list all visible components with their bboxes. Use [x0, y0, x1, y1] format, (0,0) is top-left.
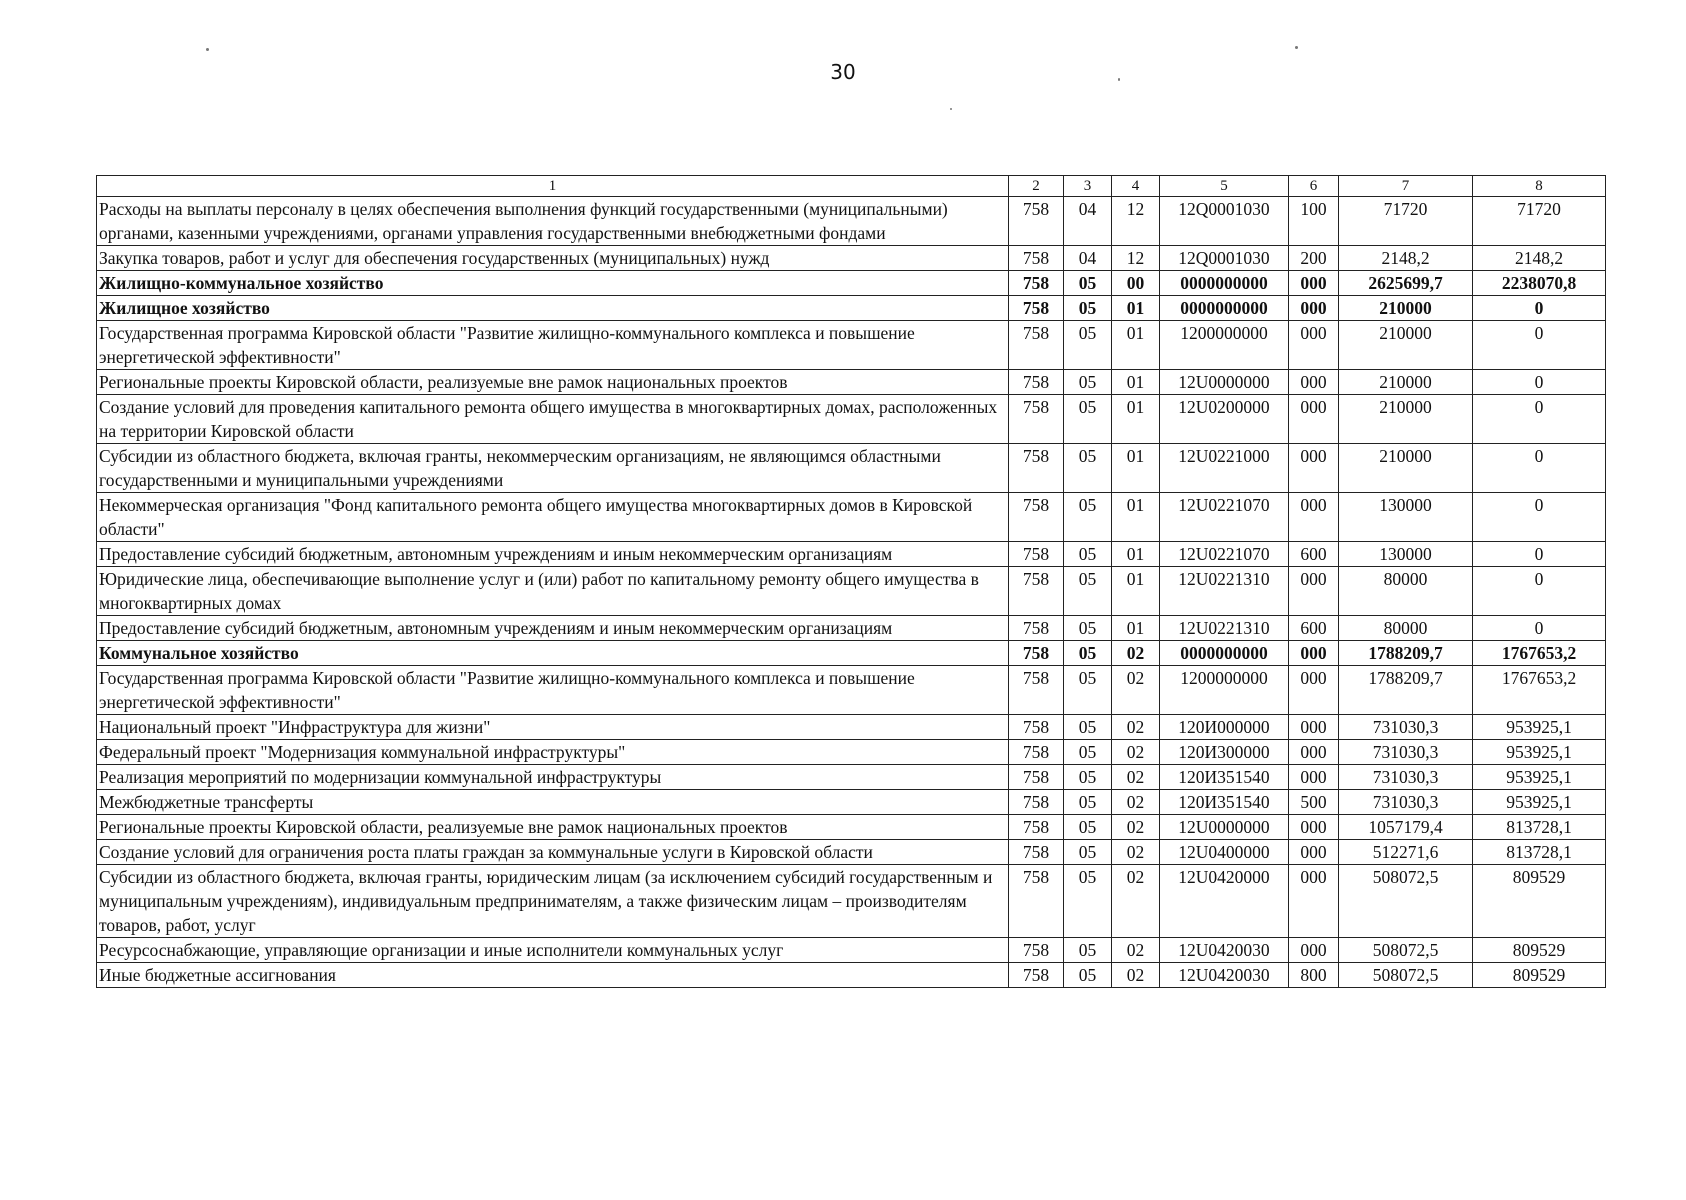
amount-year-1-cell: 130000	[1339, 493, 1473, 542]
expense-type-code-cell: 000	[1289, 865, 1339, 938]
subsection-code-cell: 02	[1112, 938, 1160, 963]
target-article-code-cell: 1200000000	[1160, 321, 1289, 370]
ministry-code-cell: 758	[1009, 493, 1064, 542]
subsection-code-cell: 02	[1112, 865, 1160, 938]
amount-year-2-cell: 0	[1473, 616, 1606, 641]
target-article-code-cell: 12U0000000	[1160, 370, 1289, 395]
amount-year-1-cell: 508072,5	[1339, 938, 1473, 963]
subsection-code-cell: 12	[1112, 246, 1160, 271]
amount-year-1-cell: 508072,5	[1339, 963, 1473, 988]
ministry-code-cell: 758	[1009, 395, 1064, 444]
expense-type-code-cell: 000	[1289, 271, 1339, 296]
target-article-code-cell: 12U0420030	[1160, 963, 1289, 988]
ministry-code-cell: 758	[1009, 271, 1064, 296]
expense-type-code-cell: 000	[1289, 567, 1339, 616]
section-code-cell: 05	[1064, 641, 1112, 666]
amount-year-1-cell: 2148,2	[1339, 246, 1473, 271]
amount-year-2-cell: 813728,1	[1473, 815, 1606, 840]
ministry-code-cell: 758	[1009, 542, 1064, 567]
subsection-code-cell: 01	[1112, 395, 1160, 444]
target-article-code-cell: 0000000000	[1160, 271, 1289, 296]
amount-year-1-cell: 80000	[1339, 567, 1473, 616]
table-row	[97, 246, 1606, 271]
section-code-cell: 05	[1064, 715, 1112, 740]
amount-year-2-cell: 809529	[1473, 963, 1606, 988]
section-code-cell: 05	[1064, 616, 1112, 641]
scan-speck	[206, 48, 209, 51]
ministry-code-cell: 758	[1009, 321, 1064, 370]
amount-year-1-cell: 210000	[1339, 321, 1473, 370]
table-row	[97, 765, 1606, 790]
amount-year-2-cell: 0	[1473, 370, 1606, 395]
target-article-code-cell: 0000000000	[1160, 641, 1289, 666]
table-row	[97, 493, 1606, 542]
amount-year-2-cell: 0	[1473, 493, 1606, 542]
target-article-code-cell: 12U0200000	[1160, 395, 1289, 444]
ministry-code-cell: 758	[1009, 715, 1064, 740]
amount-year-2-cell: 953925,1	[1473, 715, 1606, 740]
amount-year-1-cell: 2625699,7	[1339, 271, 1473, 296]
section-code-cell: 05	[1064, 395, 1112, 444]
subsection-code-cell: 12	[1112, 197, 1160, 246]
amount-year-2-cell: 953925,1	[1473, 765, 1606, 790]
ministry-code-cell: 758	[1009, 296, 1064, 321]
target-article-code-cell: 120И351540	[1160, 765, 1289, 790]
target-article-code-cell: 1200000000	[1160, 666, 1289, 715]
target-article-code-cell: 12U0221070	[1160, 542, 1289, 567]
table-row	[97, 963, 1606, 988]
expense-type-code-cell: 800	[1289, 963, 1339, 988]
subsection-code-cell: 00	[1112, 271, 1160, 296]
expense-type-code-cell: 600	[1289, 542, 1339, 567]
item-name-cell: Федеральный проект "Модернизация коммунальной инфраструктуры"	[97, 740, 1009, 765]
expense-type-code-cell: 000	[1289, 321, 1339, 370]
amount-year-1-cell: 210000	[1339, 395, 1473, 444]
ministry-code-cell: 758	[1009, 963, 1064, 988]
amount-year-1-cell: 731030,3	[1339, 715, 1473, 740]
table-row	[97, 840, 1606, 865]
table-row	[97, 567, 1606, 616]
amount-year-2-cell: 0	[1473, 542, 1606, 567]
column-header: 1	[97, 176, 1009, 197]
amount-year-2-cell: 0	[1473, 321, 1606, 370]
ministry-code-cell: 758	[1009, 765, 1064, 790]
expense-type-code-cell: 000	[1289, 395, 1339, 444]
table-row	[97, 296, 1606, 321]
item-name-cell: Создание условий для ограничения роста платы граждан за коммунальные услуги в Кировской области	[97, 840, 1009, 865]
amount-year-1-cell: 130000	[1339, 542, 1473, 567]
table-row	[97, 865, 1606, 938]
table-row	[97, 542, 1606, 567]
target-article-code-cell: 12U0400000	[1160, 840, 1289, 865]
section-code-cell: 05	[1064, 840, 1112, 865]
table-row	[97, 938, 1606, 963]
ministry-code-cell: 758	[1009, 938, 1064, 963]
item-name-cell: Иные бюджетные ассигнования	[97, 963, 1009, 988]
subsection-code-cell: 01	[1112, 542, 1160, 567]
amount-year-1-cell: 71720	[1339, 197, 1473, 246]
target-article-code-cell: 0000000000	[1160, 296, 1289, 321]
amount-year-1-cell: 508072,5	[1339, 865, 1473, 938]
amount-year-2-cell: 71720	[1473, 197, 1606, 246]
item-name-cell: Межбюджетные трансферты	[97, 790, 1009, 815]
amount-year-2-cell: 0	[1473, 444, 1606, 493]
subsection-code-cell: 01	[1112, 370, 1160, 395]
scan-speck	[1295, 46, 1298, 49]
table-row	[97, 641, 1606, 666]
subsection-code-cell: 02	[1112, 666, 1160, 715]
target-article-code-cell: 12U0221000	[1160, 444, 1289, 493]
item-name-cell: Некоммерческая организация "Фонд капитального ремонта общего имущества многоквартирных домов в Кировской области"	[97, 493, 1009, 542]
amount-year-1-cell: 210000	[1339, 444, 1473, 493]
target-article-code-cell: 12U0221310	[1160, 616, 1289, 641]
item-name-cell: Субсидии из областного бюджета, включая гранты, юридическим лицам (за исключением субсидий государственным и муниципальным учреждениям), индивидуальным предпринимателям, а также физическим лицам – производителям товаров, работ, услуг	[97, 865, 1009, 938]
item-name-cell: Создание условий для проведения капитального ремонта общего имущества в многоквартирных домах, расположенных на территории Кировской области	[97, 395, 1009, 444]
column-header: 7	[1339, 176, 1473, 197]
amount-year-2-cell: 2148,2	[1473, 246, 1606, 271]
scan-speck	[950, 108, 952, 110]
target-article-code-cell: 12U0221310	[1160, 567, 1289, 616]
ministry-code-cell: 758	[1009, 246, 1064, 271]
ministry-code-cell: 758	[1009, 370, 1064, 395]
table-row	[97, 370, 1606, 395]
amount-year-1-cell: 1788209,7	[1339, 641, 1473, 666]
amount-year-2-cell: 0	[1473, 296, 1606, 321]
section-code-cell: 05	[1064, 567, 1112, 616]
item-name-cell: Ресурсоснабжающие, управляющие организации и иные исполнители коммунальных услуг	[97, 938, 1009, 963]
ministry-code-cell: 758	[1009, 641, 1064, 666]
subsection-code-cell: 01	[1112, 616, 1160, 641]
expense-type-code-cell: 000	[1289, 740, 1339, 765]
amount-year-1-cell: 80000	[1339, 616, 1473, 641]
expense-type-code-cell: 000	[1289, 765, 1339, 790]
target-article-code-cell: 12U0420030	[1160, 938, 1289, 963]
amount-year-1-cell: 512271,6	[1339, 840, 1473, 865]
item-name-cell: Национальный проект "Инфраструктура для жизни"	[97, 715, 1009, 740]
target-article-code-cell: 12U0420000	[1160, 865, 1289, 938]
table-row	[97, 444, 1606, 493]
item-name-cell: Предоставление субсидий бюджетным, автономным учреждениям и иным некоммерческим организациям	[97, 616, 1009, 641]
amount-year-2-cell: 809529	[1473, 938, 1606, 963]
subsection-code-cell: 01	[1112, 321, 1160, 370]
amount-year-2-cell: 809529	[1473, 865, 1606, 938]
amount-year-2-cell: 1767653,2	[1473, 666, 1606, 715]
ministry-code-cell: 758	[1009, 197, 1064, 246]
amount-year-2-cell: 0	[1473, 395, 1606, 444]
ministry-code-cell: 758	[1009, 815, 1064, 840]
amount-year-1-cell: 731030,3	[1339, 740, 1473, 765]
section-code-cell: 04	[1064, 246, 1112, 271]
page-number: 30	[830, 60, 856, 84]
amount-year-1-cell: 1057179,4	[1339, 815, 1473, 840]
amount-year-2-cell: 0	[1473, 567, 1606, 616]
item-name-cell: Региональные проекты Кировской области, реализуемые вне рамок национальных проектов	[97, 370, 1009, 395]
item-name-cell: Юридические лица, обеспечивающие выполнение услуг и (или) работ по капитальному ремонту общего имущества в многоквартирных домах	[97, 567, 1009, 616]
table-row	[97, 666, 1606, 715]
section-code-cell: 05	[1064, 865, 1112, 938]
table-row	[97, 740, 1606, 765]
target-article-code-cell: 120И000000	[1160, 715, 1289, 740]
target-article-code-cell: 12Q0001030	[1160, 197, 1289, 246]
subsection-code-cell: 01	[1112, 444, 1160, 493]
section-code-cell: 05	[1064, 765, 1112, 790]
amount-year-1-cell: 731030,3	[1339, 790, 1473, 815]
target-article-code-cell: 120И351540	[1160, 790, 1289, 815]
column-header: 4	[1112, 176, 1160, 197]
table-row	[97, 395, 1606, 444]
ministry-code-cell: 758	[1009, 790, 1064, 815]
subsection-code-cell: 02	[1112, 715, 1160, 740]
section-code-cell: 05	[1064, 740, 1112, 765]
subsection-code-cell: 02	[1112, 765, 1160, 790]
column-header: 8	[1473, 176, 1606, 197]
amount-year-2-cell: 2238070,8	[1473, 271, 1606, 296]
amount-year-1-cell: 210000	[1339, 370, 1473, 395]
item-name-cell: Закупка товаров, работ и услуг для обеспечения государственных (муниципальных) нужд	[97, 246, 1009, 271]
table-row	[97, 815, 1606, 840]
expense-type-code-cell: 000	[1289, 666, 1339, 715]
section-code-cell: 05	[1064, 938, 1112, 963]
section-code-cell: 05	[1064, 493, 1112, 542]
expense-type-code-cell: 000	[1289, 296, 1339, 321]
target-article-code-cell: 12U0221070	[1160, 493, 1289, 542]
expense-type-code-cell: 000	[1289, 493, 1339, 542]
amount-year-2-cell: 1767653,2	[1473, 641, 1606, 666]
section-code-cell: 05	[1064, 542, 1112, 567]
scan-speck	[1118, 78, 1120, 81]
item-name-cell: Субсидии из областного бюджета, включая гранты, некоммерческим организациям, не являющимся областными государственными и муниципальными учреждениями	[97, 444, 1009, 493]
item-name-cell: Жилищное хозяйство	[97, 296, 1009, 321]
ministry-code-cell: 758	[1009, 740, 1064, 765]
item-name-cell: Государственная программа Кировской области "Развитие жилищно-коммунального комплекса и повышение энергетической эффективности"	[97, 666, 1009, 715]
ministry-code-cell: 758	[1009, 567, 1064, 616]
section-code-cell: 05	[1064, 370, 1112, 395]
expense-type-code-cell: 000	[1289, 715, 1339, 740]
ministry-code-cell: 758	[1009, 444, 1064, 493]
subsection-code-cell: 02	[1112, 840, 1160, 865]
section-code-cell: 05	[1064, 444, 1112, 493]
ministry-code-cell: 758	[1009, 666, 1064, 715]
column-header: 2	[1009, 176, 1064, 197]
target-article-code-cell: 12Q0001030	[1160, 246, 1289, 271]
amount-year-1-cell: 1788209,7	[1339, 666, 1473, 715]
column-number-row	[97, 176, 1606, 197]
item-name-cell: Расходы на выплаты персоналу в целях обеспечения выполнения функций государственными (муниципальными) органами, казенными учреждениями, органами управления государственными внебюджетными фондами	[97, 197, 1009, 246]
section-code-cell: 04	[1064, 197, 1112, 246]
ministry-code-cell: 758	[1009, 865, 1064, 938]
expense-type-code-cell: 000	[1289, 641, 1339, 666]
subsection-code-cell: 01	[1112, 567, 1160, 616]
expense-type-code-cell: 000	[1289, 815, 1339, 840]
subsection-code-cell: 02	[1112, 963, 1160, 988]
ministry-code-cell: 758	[1009, 840, 1064, 865]
subsection-code-cell: 02	[1112, 815, 1160, 840]
column-header: 5	[1160, 176, 1289, 197]
expense-type-code-cell: 000	[1289, 444, 1339, 493]
expense-type-code-cell: 000	[1289, 938, 1339, 963]
table-row	[97, 616, 1606, 641]
target-article-code-cell: 12U0000000	[1160, 815, 1289, 840]
subsection-code-cell: 02	[1112, 740, 1160, 765]
section-code-cell: 05	[1064, 296, 1112, 321]
amount-year-2-cell: 953925,1	[1473, 740, 1606, 765]
expense-type-code-cell: 600	[1289, 616, 1339, 641]
table-row	[97, 790, 1606, 815]
section-code-cell: 05	[1064, 271, 1112, 296]
budget-table	[96, 175, 1606, 988]
item-name-cell: Государственная программа Кировской области "Развитие жилищно-коммунального комплекса и повышение энергетической эффективности"	[97, 321, 1009, 370]
subsection-code-cell: 01	[1112, 296, 1160, 321]
column-header: 6	[1289, 176, 1339, 197]
expense-type-code-cell: 500	[1289, 790, 1339, 815]
section-code-cell: 05	[1064, 666, 1112, 715]
item-name-cell: Коммунальное хозяйство	[97, 641, 1009, 666]
amount-year-2-cell: 953925,1	[1473, 790, 1606, 815]
amount-year-1-cell: 731030,3	[1339, 765, 1473, 790]
item-name-cell: Реализация мероприятий по модернизации коммунальной инфраструктуры	[97, 765, 1009, 790]
target-article-code-cell: 120И300000	[1160, 740, 1289, 765]
column-header: 3	[1064, 176, 1112, 197]
expense-type-code-cell: 000	[1289, 370, 1339, 395]
expense-type-code-cell: 200	[1289, 246, 1339, 271]
table-row	[97, 197, 1606, 246]
table-row	[97, 715, 1606, 740]
ministry-code-cell: 758	[1009, 616, 1064, 641]
table-row	[97, 271, 1606, 296]
table-row	[97, 321, 1606, 370]
subsection-code-cell: 02	[1112, 641, 1160, 666]
section-code-cell: 05	[1064, 963, 1112, 988]
amount-year-1-cell: 210000	[1339, 296, 1473, 321]
subsection-code-cell: 01	[1112, 493, 1160, 542]
subsection-code-cell: 02	[1112, 790, 1160, 815]
section-code-cell: 05	[1064, 321, 1112, 370]
item-name-cell: Жилищно-коммунальное хозяйство	[97, 271, 1009, 296]
section-code-cell: 05	[1064, 815, 1112, 840]
amount-year-2-cell: 813728,1	[1473, 840, 1606, 865]
expense-type-code-cell: 100	[1289, 197, 1339, 246]
item-name-cell: Предоставление субсидий бюджетным, автономным учреждениям и иным некоммерческим организациям	[97, 542, 1009, 567]
item-name-cell: Региональные проекты Кировской области, реализуемые вне рамок национальных проектов	[97, 815, 1009, 840]
expense-type-code-cell: 000	[1289, 840, 1339, 865]
section-code-cell: 05	[1064, 790, 1112, 815]
